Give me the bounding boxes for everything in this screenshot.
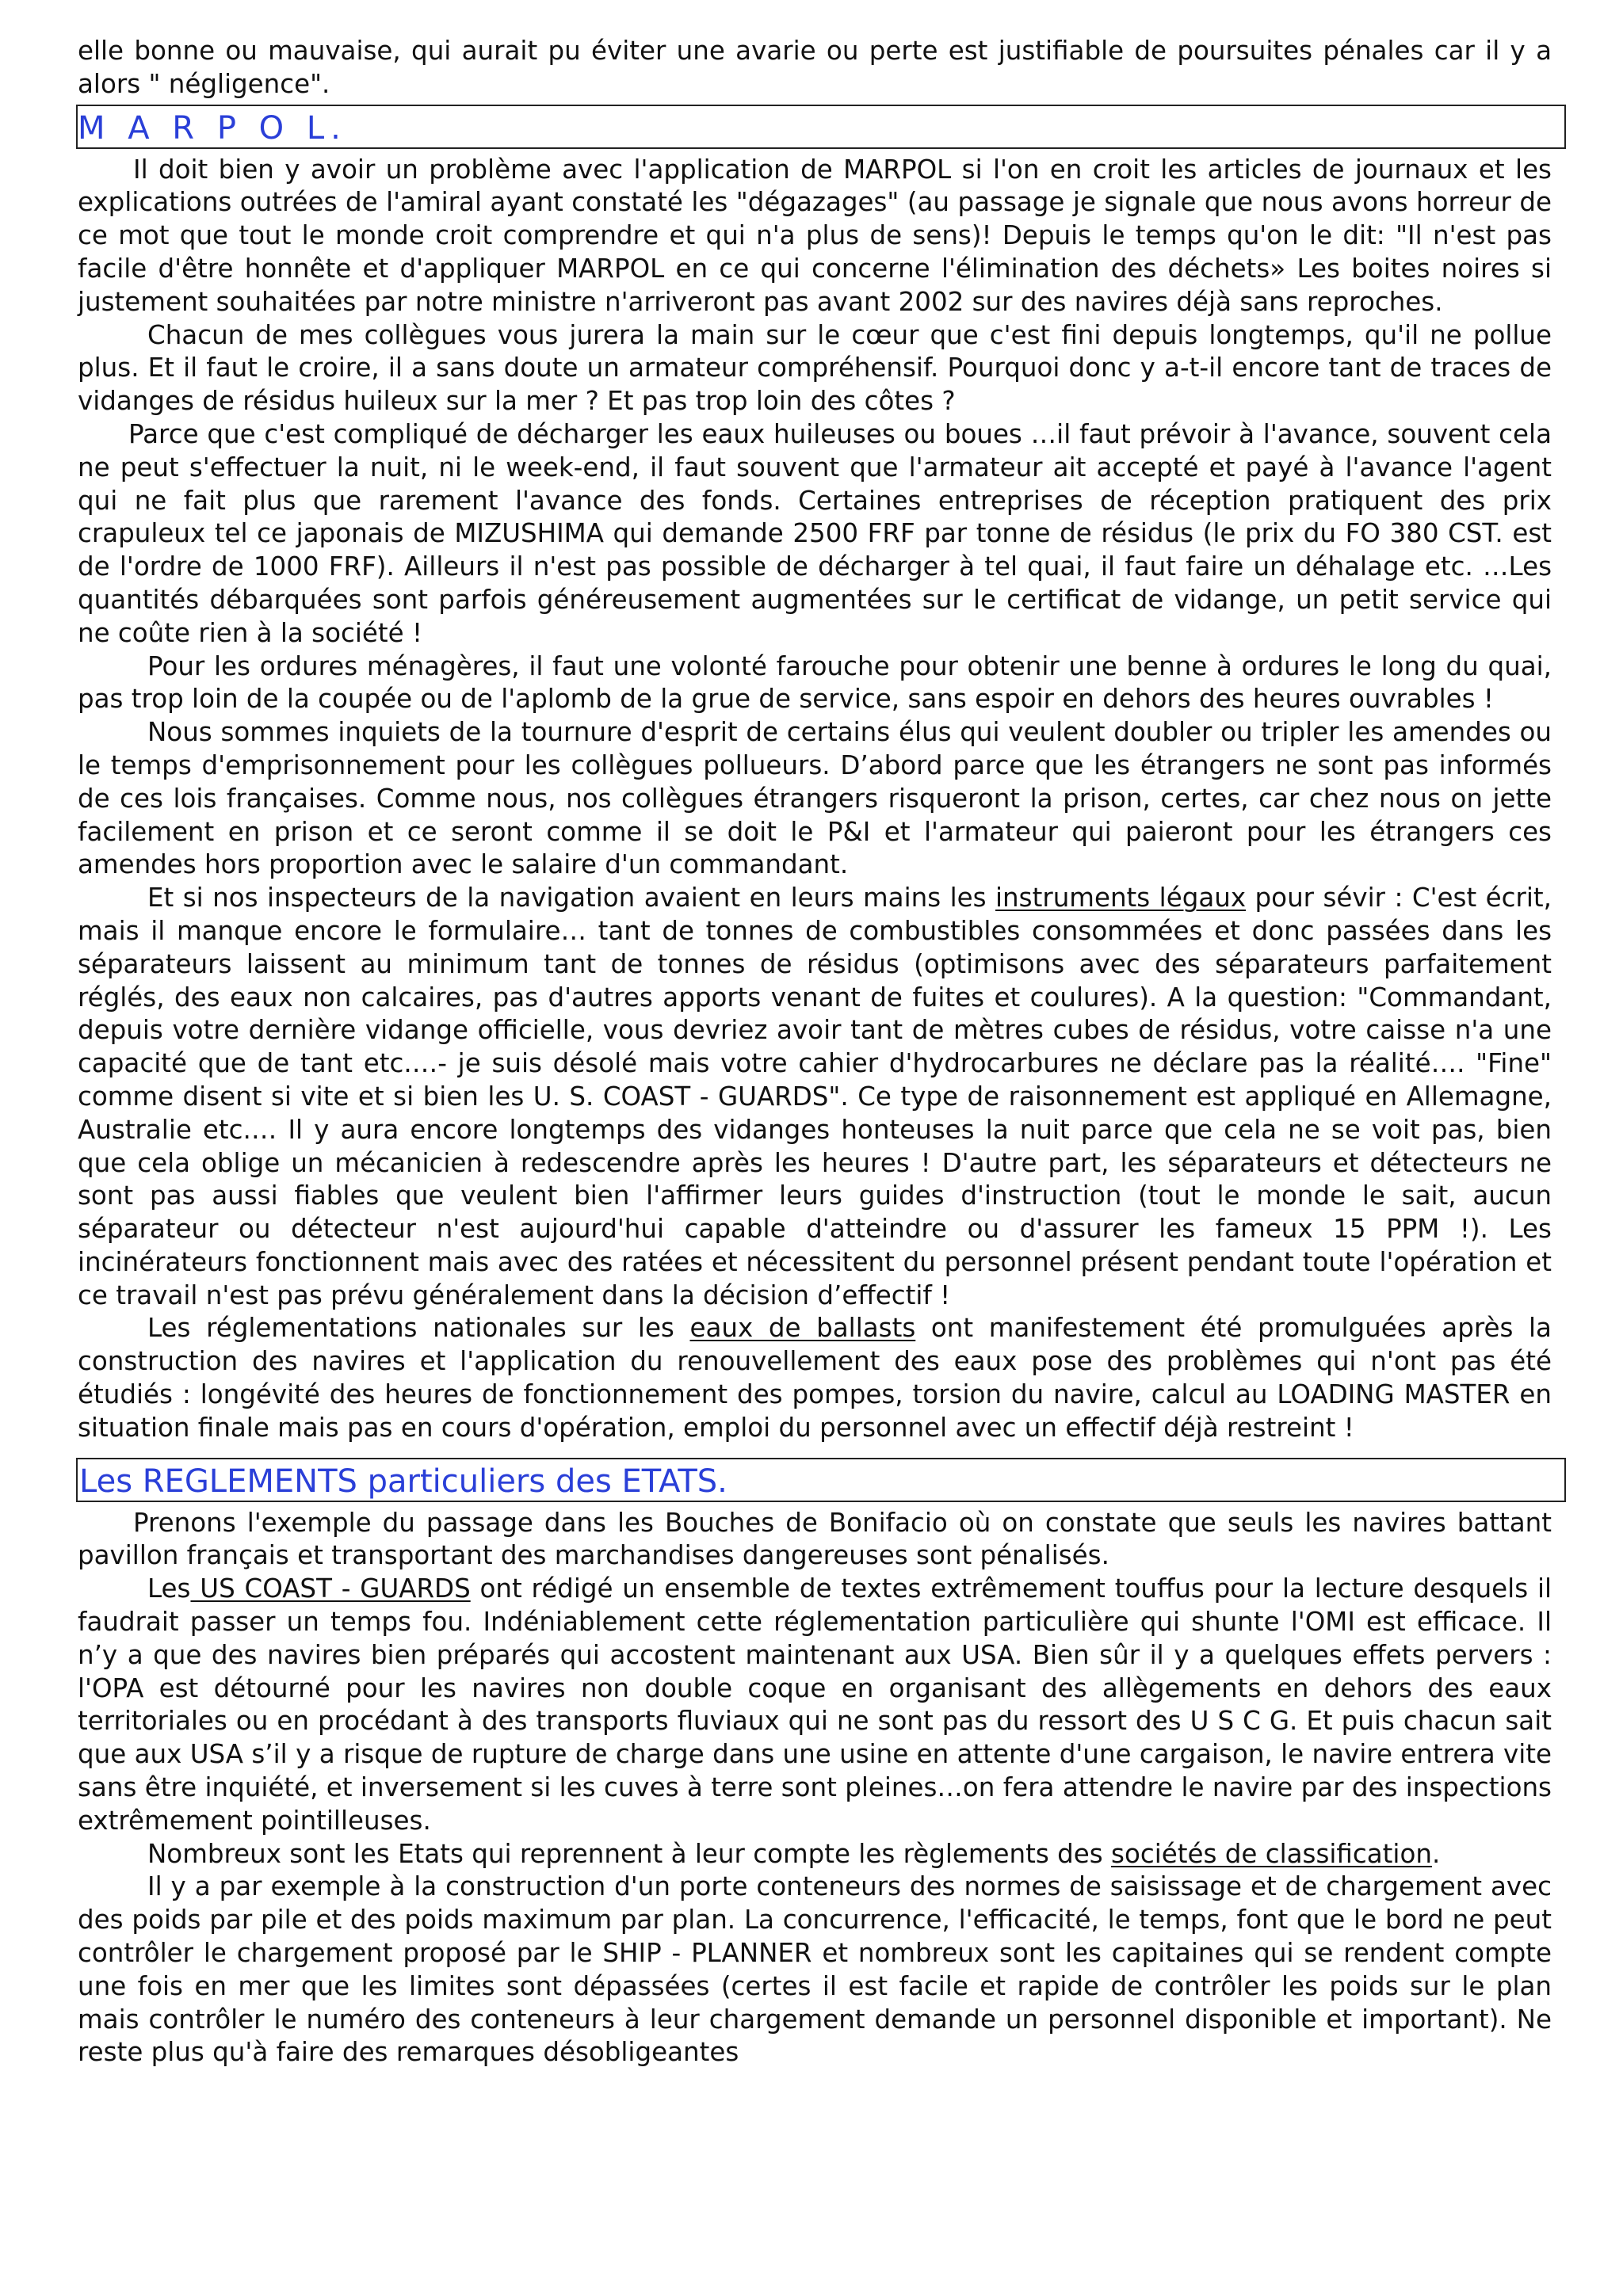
p2-text-after: ont rédigé un ensemble de textes extrêmement touffus pour la lecture desquels il faudrait passer un temps fou. Indéniablement cette réglementation particulière qui shunte l'OMI est efficace. Il n’y a que des navires bien préparés qui accostent maintenant aux USA. Bien sûr il y a quelques effets pervers : l'OPA est détourné pour les navires non double coque en organisant des allègements en dehors des eaux territoriales ou en procédant à des transports fluviaux qui ne sont pas du ressort des U S C G. Et puis chacun sait que aux USA s’il y a risque de rupture de charge dans une usine en attente d'une cargaison, le navire entrera vite sans être inquiété, et inversement si les cuves à terre sont pleines…on fera attendre le navire par des inspections extrêmement pointilleuses. — [78, 1573, 1552, 1836]
section-heading-reglements — [76, 1458, 1566, 1502]
p7-text-after: ont manifestement été promulguées après la construction des navires et l'application du renouvellement des eaux pose des problèmes qui n'ont pas été étudiés : longévité des heures de fonctionnement des pompes, torsion du navire, calcul au LOADING MASTER en situation finale mais pas en cours d'opération, emploi du personnel avec un effectif déjà restreint ! — [78, 1313, 1552, 1443]
reglements-paragraph-1: Prenons l'exemple du passage dans les Bouches de Bonifacio où on constate que seuls les navires battant pavillon français et transportant des marchandises dangereuses sont pénalisés. — [78, 1507, 1552, 1571]
p3-text-before: Nombreux sont les Etats qui reprennent à leur compte les règlements des — [147, 1838, 1112, 1869]
p3-text-after: . — [1431, 1838, 1441, 1869]
marpol-paragraph-3: Parce que c'est compliqué de décharger les eaux huileuses ou boues …il faut prévoir à l'avance, souvent cela ne peut s'effectuer la nuit, ni le week-end, il faut souvent que l'armateur ait accepté et payé à l'avance l'agent qui ne fait plus que rarement l'avance des fonds. Certaines entreprises de réception pratiquent des prix crapuleux tel ce japonais de MIZUSHIMA qui demande 2500 FRF par tonne de résidus (le prix du FO 380 CST. est de l'ordre de 1000 FRF). Ailleurs il n'est pas possible de décharger à tel quai, il faut faire un déhalage etc. …Les quantités débarquées sont parfois généreusement augmentées sur le certificat de vidange, un petit service qui ne coûte rien à la société ! — [78, 418, 1552, 648]
link-instruments-legaux[interactable]: instruments légaux — [995, 883, 1247, 913]
marpol-paragraph-1: Il doit bien y avoir un problème avec l'application de MARPOL si l'on en croit les articles de journaux et les explications outrées de l'amiral ayant constaté les "dégazages" (au passage je signale que nous avons horreur de ce mot que tout le monde croit comprendre et qui n'a plus de sens)! Depuis le temps qu'on le dit: "Il n'est pas facile d'être honnête et d'appliquer MARPOL en ce qui concerne l'élimination des déchets» Les boites noires si justement souhaitées par notre ministre n'arriveront pas avant 2002 sur des navires déjà sans reproches. — [78, 154, 1552, 317]
p2-text-before: Les — [147, 1573, 191, 1604]
p6-text-before: Et si nos inspecteurs de la navigation avaient en leurs mains les — [147, 883, 996, 913]
marpol-paragraph-6 — [78, 882, 1552, 1312]
marpol-paragraph-2: Chacun de mes collègues vous jurera la main sur le cœur que c'est fini depuis longtemps, qu'il ne pollue plus. Et il faut le croire, il a sans doute un armateur compréhensif. Pourquoi donc y a-t-il encore tant de traces de vidanges de résidus huileux sur la mer ? Et pas trop loin des côtes ? — [78, 319, 1552, 417]
p6-text-after: pour sévir : C'est écrit, mais il manque encore le formulaire… tant de tonnes de combustibles consommées et donc passées dans les séparateurs laissent au minimum tant de tonnes de résidus (optimisons avec des séparateurs parfaitement réglés, des eaux non calcaires, pas d'autres apports venant de fuites et coulures). A la question: "Commandant, depuis votre dernière vidange officielle, vous devriez avoir tant de mètres cubes de résidus, votre caisse n'a une capacité que de tant etc.…- je suis désolé mais votre cahier d'hydrocarbures ne déclare pas la réalité…. "Fine" comme disent si vite et si bien les U. S. COAST - GUARDS". Ce type de raisonnement est appliqué en Allemagne, Australie etc.… Il y aura encore longtemps des vidanges honteuses la nuit parce que cela ne se voit pas, bien que cela oblige un mécanicien à redescendre après les heures ! D'autre part, les séparateurs et détecteurs ne sont pas aussi fiables que veulent bien l'affirmer leurs guides d'instruction (tout le monde le sait, aucun séparateur ou détecteur n'est aujourd'hui capable d'atteindre ou d'assurer les fameux 15 PPM !). Les incinérateurs fonctionnent mais avec des ratées et nécessitent du personnel présent pendant toute l'opération et ce travail n'est pas prévu généralement dans la décision d’effectif ! — [78, 883, 1552, 1310]
link-us-coast-guards[interactable]: US COAST - GUARDS — [190, 1573, 471, 1604]
section-heading-marpol — [76, 105, 1566, 149]
intro-paragraph: elle bonne ou mauvaise, qui aurait pu éviter une avarie ou perte est justifiable de poursuites pénales car il y a alors " négligence". — [78, 36, 1552, 99]
document-page — [78, 35, 1552, 2069]
link-eaux-de-ballasts[interactable]: eaux de ballasts — [689, 1313, 916, 1344]
reglements-paragraph-4: Il y a par exemple à la construction d'un porte conteneurs des normes de saisissage et de chargement avec des poids par pile et des poids maximum par plan. La concurrence, l'efficacité, le temps, font que le bord ne peut contrôler le chargement proposé par le SHIP - PLANNER et nombreux sont les capitaines qui se rendent compte une fois en mer que les limites sont dépassées (certes il est facile et rapide de contrôler les poids sur le plan mais contrôler le numéro des conteneurs à leur chargement demande un personnel disponible et important). Ne reste plus qu'à faire des remarques désobligeantes — [78, 1871, 1552, 2068]
marpol-paragraph-7 — [78, 1312, 1552, 1444]
section-heading-marpol-text: M A R P O L. — [78, 109, 347, 147]
link-societes-de-classification[interactable]: sociétés de classification — [1111, 1838, 1432, 1869]
reglements-paragraph-3 — [78, 1838, 1552, 1871]
reglements-paragraph-2 — [78, 1573, 1552, 1837]
marpol-paragraph-5: Nous sommes inquiets de la tournure d'esprit de certains élus qui veulent doubler ou tripler les amendes ou le temps d'emprisonnement pour les collègues pollueurs. D’abord parce que les étrangers ne sont pas informés de ces lois françaises. Comme nous, nos collègues étrangers risqueront la prison, certes, car chez nous on jette facilement en prison et ce seront comme il se doit le P&I et l'armateur qui paieront pour les étrangers ces amendes hors proportion avec le salaire d'un commandant. — [78, 717, 1552, 880]
p7-text-before: Les réglementations nationales sur les — [147, 1313, 690, 1344]
marpol-paragraph-4: Pour les ordures ménagères, il faut une volonté farouche pour obtenir une benne à ordures le long du quai, pas trop loin de la coupée ou de l'aplomb de la grue de service, sans espoir en dehors des heures ouvrables ! — [78, 650, 1552, 715]
section-heading-reglements-text: Les REGLEMENTS particuliers des ETATS. — [79, 1463, 727, 1500]
